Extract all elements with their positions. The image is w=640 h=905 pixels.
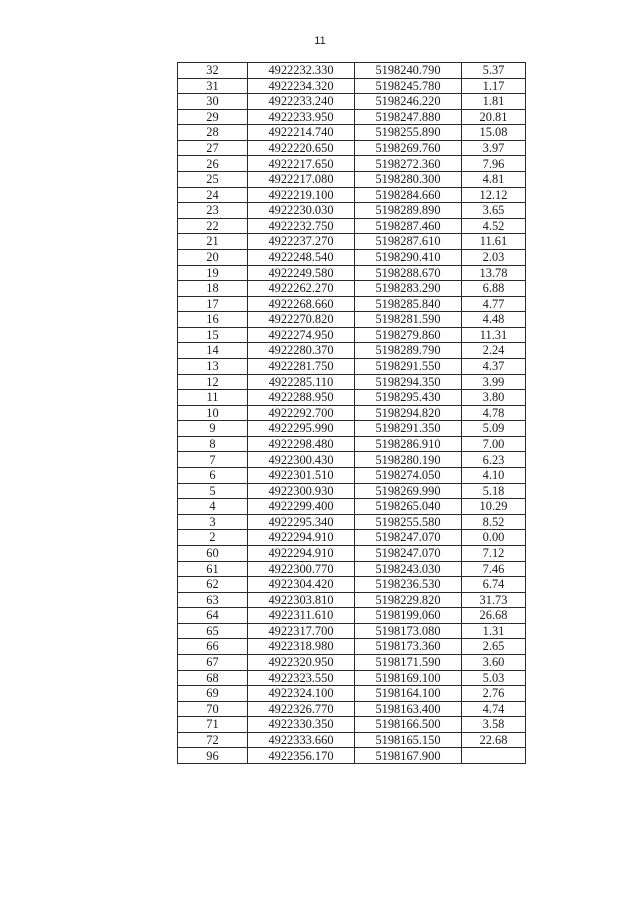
segment-length-cell: 7.96	[462, 156, 526, 172]
table-row	[178, 63, 526, 79]
point-number-cell: 5	[178, 483, 248, 499]
table-row	[178, 468, 526, 484]
y-coordinate-cell: 5198163.400	[355, 701, 462, 717]
point-number-cell: 23	[178, 203, 248, 219]
x-coordinate-cell: 4922320.950	[248, 654, 355, 670]
point-number-cell: 32	[178, 63, 248, 79]
point-number-cell: 10	[178, 405, 248, 421]
x-coordinate-cell: 4922317.700	[248, 623, 355, 639]
segment-length-cell: 4.37	[462, 358, 526, 374]
point-number-cell: 27	[178, 140, 248, 156]
point-number-cell: 3	[178, 514, 248, 530]
point-number-cell: 69	[178, 686, 248, 702]
y-coordinate-cell: 5198199.060	[355, 608, 462, 624]
y-coordinate-cell: 5198283.290	[355, 281, 462, 297]
y-coordinate-cell: 5198240.790	[355, 63, 462, 79]
x-coordinate-cell: 4922295.990	[248, 421, 355, 437]
point-number-cell: 71	[178, 717, 248, 733]
y-coordinate-cell: 5198255.890	[355, 125, 462, 141]
point-number-cell: 24	[178, 187, 248, 203]
segment-length-cell: 22.68	[462, 732, 526, 748]
point-number-cell: 13	[178, 358, 248, 374]
table-row	[178, 701, 526, 717]
point-number-cell: 68	[178, 670, 248, 686]
segment-length-cell: 3.60	[462, 654, 526, 670]
x-coordinate-cell: 4922249.580	[248, 265, 355, 281]
x-coordinate-cell: 4922233.950	[248, 109, 355, 125]
x-coordinate-cell: 4922303.810	[248, 592, 355, 608]
point-number-cell: 29	[178, 109, 248, 125]
table-row	[178, 78, 526, 94]
segment-length-cell: 1.17	[462, 78, 526, 94]
table-row	[178, 686, 526, 702]
point-number-cell: 70	[178, 701, 248, 717]
table-row	[178, 405, 526, 421]
x-coordinate-cell: 4922270.820	[248, 312, 355, 328]
table-row	[178, 203, 526, 219]
y-coordinate-cell: 5198167.900	[355, 748, 462, 764]
point-number-cell: 16	[178, 312, 248, 328]
segment-length-cell: 31.73	[462, 592, 526, 608]
point-number-cell: 8	[178, 436, 248, 452]
table-row	[178, 172, 526, 188]
table-row	[178, 312, 526, 328]
y-coordinate-cell: 5198247.880	[355, 109, 462, 125]
table-row	[178, 390, 526, 406]
y-coordinate-cell: 5198245.780	[355, 78, 462, 94]
x-coordinate-cell: 4922268.660	[248, 296, 355, 312]
point-number-cell: 15	[178, 327, 248, 343]
y-coordinate-cell: 5198286.910	[355, 436, 462, 452]
segment-length-cell: 4.81	[462, 172, 526, 188]
table-row	[178, 623, 526, 639]
table-row	[178, 717, 526, 733]
y-coordinate-cell: 5198246.220	[355, 94, 462, 110]
segment-length-cell: 4.77	[462, 296, 526, 312]
table-row	[178, 499, 526, 515]
y-coordinate-cell: 5198288.670	[355, 265, 462, 281]
table-row	[178, 327, 526, 343]
segment-length-cell: 20.81	[462, 109, 526, 125]
segment-length-cell: 5.03	[462, 670, 526, 686]
point-number-cell: 21	[178, 234, 248, 250]
segment-length-cell: 2.76	[462, 686, 526, 702]
x-coordinate-cell: 4922232.750	[248, 218, 355, 234]
table-row	[178, 374, 526, 390]
segment-length-cell: 12.12	[462, 187, 526, 203]
segment-length-cell: 8.52	[462, 514, 526, 530]
x-coordinate-cell: 4922280.370	[248, 343, 355, 359]
x-coordinate-cell: 4922318.980	[248, 639, 355, 655]
x-coordinate-cell: 4922304.420	[248, 577, 355, 593]
segment-length-cell: 7.12	[462, 545, 526, 561]
table-row	[178, 654, 526, 670]
segment-length-cell: 1.81	[462, 94, 526, 110]
table-row	[178, 748, 526, 764]
point-number-cell: 62	[178, 577, 248, 593]
y-coordinate-cell: 5198279.860	[355, 327, 462, 343]
table-row	[178, 592, 526, 608]
segment-length-cell: 4.52	[462, 218, 526, 234]
x-coordinate-cell: 4922292.700	[248, 405, 355, 421]
segment-length-cell: 10.29	[462, 499, 526, 515]
point-number-cell: 6	[178, 468, 248, 484]
segment-length-cell: 3.97	[462, 140, 526, 156]
x-coordinate-cell: 4922288.950	[248, 390, 355, 406]
table-row	[178, 265, 526, 281]
x-coordinate-cell: 4922298.480	[248, 436, 355, 452]
y-coordinate-cell: 5198289.790	[355, 343, 462, 359]
page-number: 11	[314, 35, 326, 47]
table-row	[178, 561, 526, 577]
y-coordinate-cell: 5198280.190	[355, 452, 462, 468]
table-row	[178, 140, 526, 156]
x-coordinate-cell: 4922219.100	[248, 187, 355, 203]
x-coordinate-cell: 4922220.650	[248, 140, 355, 156]
table-row	[178, 281, 526, 297]
x-coordinate-cell: 4922294.910	[248, 530, 355, 546]
x-coordinate-cell: 4922330.350	[248, 717, 355, 733]
y-coordinate-cell: 5198285.840	[355, 296, 462, 312]
table-row	[178, 296, 526, 312]
y-coordinate-cell: 5198166.500	[355, 717, 462, 733]
point-number-cell: 17	[178, 296, 248, 312]
y-coordinate-cell: 5198247.070	[355, 530, 462, 546]
segment-length-cell: 6.23	[462, 452, 526, 468]
table-row	[178, 608, 526, 624]
x-coordinate-cell: 4922333.660	[248, 732, 355, 748]
segment-length-cell: 11.61	[462, 234, 526, 250]
point-number-cell: 30	[178, 94, 248, 110]
x-coordinate-cell: 4922323.550	[248, 670, 355, 686]
y-coordinate-cell: 5198289.890	[355, 203, 462, 219]
table-row	[178, 436, 526, 452]
point-number-cell: 7	[178, 452, 248, 468]
y-coordinate-cell: 5198229.820	[355, 592, 462, 608]
point-number-cell: 61	[178, 561, 248, 577]
table-row	[178, 125, 526, 141]
segment-length-cell: 4.74	[462, 701, 526, 717]
segment-length-cell: 3.65	[462, 203, 526, 219]
table-row	[178, 249, 526, 265]
point-number-cell: 67	[178, 654, 248, 670]
table-row	[178, 234, 526, 250]
y-coordinate-cell: 5198171.590	[355, 654, 462, 670]
y-coordinate-cell: 5198291.550	[355, 358, 462, 374]
y-coordinate-cell: 5198287.460	[355, 218, 462, 234]
point-number-cell: 19	[178, 265, 248, 281]
x-coordinate-cell: 4922217.080	[248, 172, 355, 188]
segment-length-cell: 7.00	[462, 436, 526, 452]
y-coordinate-cell: 5198295.430	[355, 390, 462, 406]
table-row	[178, 358, 526, 374]
y-coordinate-cell: 5198291.350	[355, 421, 462, 437]
x-coordinate-cell: 4922232.330	[248, 63, 355, 79]
y-coordinate-cell: 5198269.990	[355, 483, 462, 499]
point-number-cell: 66	[178, 639, 248, 655]
table-row	[178, 156, 526, 172]
x-coordinate-cell: 4922295.340	[248, 514, 355, 530]
segment-length-cell: 26.68	[462, 608, 526, 624]
segment-length-cell: 7.46	[462, 561, 526, 577]
segment-length-cell: 3.99	[462, 374, 526, 390]
y-coordinate-cell: 5198243.030	[355, 561, 462, 577]
point-number-cell: 96	[178, 748, 248, 764]
x-coordinate-cell: 4922300.770	[248, 561, 355, 577]
x-coordinate-cell: 4922326.770	[248, 701, 355, 717]
point-number-cell: 20	[178, 249, 248, 265]
y-coordinate-cell: 5198165.150	[355, 732, 462, 748]
x-coordinate-cell: 4922262.270	[248, 281, 355, 297]
x-coordinate-cell: 4922274.950	[248, 327, 355, 343]
table-row	[178, 530, 526, 546]
table-row	[178, 639, 526, 655]
point-number-cell: 18	[178, 281, 248, 297]
x-coordinate-cell: 4922281.750	[248, 358, 355, 374]
point-number-cell: 11	[178, 390, 248, 406]
y-coordinate-cell: 5198287.610	[355, 234, 462, 250]
y-coordinate-cell: 5198173.360	[355, 639, 462, 655]
y-coordinate-cell: 5198281.590	[355, 312, 462, 328]
segment-length-cell: 6.74	[462, 577, 526, 593]
table-row	[178, 94, 526, 110]
point-number-cell: 9	[178, 421, 248, 437]
x-coordinate-cell: 4922299.400	[248, 499, 355, 515]
y-coordinate-cell: 5198290.410	[355, 249, 462, 265]
segment-length-cell: 4.78	[462, 405, 526, 421]
table-row	[178, 218, 526, 234]
point-number-cell: 12	[178, 374, 248, 390]
x-coordinate-cell: 4922234.320	[248, 78, 355, 94]
x-coordinate-cell: 4922301.510	[248, 468, 355, 484]
segment-length-cell: 13.78	[462, 265, 526, 281]
segment-length-cell: 0.00	[462, 530, 526, 546]
x-coordinate-cell: 4922311.610	[248, 608, 355, 624]
point-number-cell: 14	[178, 343, 248, 359]
point-number-cell: 2	[178, 530, 248, 546]
segment-length-cell: 1.31	[462, 623, 526, 639]
y-coordinate-cell: 5198236.530	[355, 577, 462, 593]
segment-length-cell: 5.09	[462, 421, 526, 437]
y-coordinate-cell: 5198164.100	[355, 686, 462, 702]
segment-length-cell: 5.18	[462, 483, 526, 499]
y-coordinate-cell: 5198265.040	[355, 499, 462, 515]
x-coordinate-cell: 4922285.110	[248, 374, 355, 390]
table-row	[178, 187, 526, 203]
point-number-cell: 63	[178, 592, 248, 608]
y-coordinate-cell: 5198284.660	[355, 187, 462, 203]
point-number-cell: 64	[178, 608, 248, 624]
x-coordinate-cell: 4922300.930	[248, 483, 355, 499]
segment-length-cell: 11.31	[462, 327, 526, 343]
segment-length-cell: 4.10	[462, 468, 526, 484]
point-number-cell: 72	[178, 732, 248, 748]
y-coordinate-cell: 5198269.760	[355, 140, 462, 156]
segment-length-cell: 3.58	[462, 717, 526, 733]
table-row	[178, 514, 526, 530]
segment-length-cell: 15.08	[462, 125, 526, 141]
segment-length-cell	[462, 748, 526, 764]
segment-length-cell: 2.24	[462, 343, 526, 359]
point-number-cell: 31	[178, 78, 248, 94]
point-number-cell: 4	[178, 499, 248, 515]
x-coordinate-cell: 4922294.910	[248, 545, 355, 561]
x-coordinate-cell: 4922248.540	[248, 249, 355, 265]
table-row	[178, 732, 526, 748]
coordinates-table	[177, 62, 526, 764]
table-row	[178, 109, 526, 125]
x-coordinate-cell: 4922233.240	[248, 94, 355, 110]
y-coordinate-cell: 5198294.350	[355, 374, 462, 390]
segment-length-cell: 3.80	[462, 390, 526, 406]
point-number-cell: 22	[178, 218, 248, 234]
x-coordinate-cell: 4922217.650	[248, 156, 355, 172]
table-row	[178, 421, 526, 437]
x-coordinate-cell: 4922300.430	[248, 452, 355, 468]
table-row	[178, 545, 526, 561]
y-coordinate-cell: 5198255.580	[355, 514, 462, 530]
table-row	[178, 452, 526, 468]
point-number-cell: 25	[178, 172, 248, 188]
table-row	[178, 483, 526, 499]
point-number-cell: 65	[178, 623, 248, 639]
table-row	[178, 343, 526, 359]
point-number-cell: 60	[178, 545, 248, 561]
y-coordinate-cell: 5198272.360	[355, 156, 462, 172]
y-coordinate-cell: 5198247.070	[355, 545, 462, 561]
y-coordinate-cell: 5198169.100	[355, 670, 462, 686]
y-coordinate-cell: 5198280.300	[355, 172, 462, 188]
x-coordinate-cell: 4922356.170	[248, 748, 355, 764]
coordinates-table-body	[178, 63, 526, 764]
segment-length-cell: 2.03	[462, 249, 526, 265]
point-number-cell: 26	[178, 156, 248, 172]
point-number-cell: 28	[178, 125, 248, 141]
y-coordinate-cell: 5198274.050	[355, 468, 462, 484]
x-coordinate-cell: 4922230.030	[248, 203, 355, 219]
x-coordinate-cell: 4922214.740	[248, 125, 355, 141]
y-coordinate-cell: 5198294.820	[355, 405, 462, 421]
segment-length-cell: 6.88	[462, 281, 526, 297]
table-row	[178, 577, 526, 593]
y-coordinate-cell: 5198173.080	[355, 623, 462, 639]
segment-length-cell: 2.65	[462, 639, 526, 655]
x-coordinate-cell: 4922237.270	[248, 234, 355, 250]
x-coordinate-cell: 4922324.100	[248, 686, 355, 702]
table-row	[178, 670, 526, 686]
segment-length-cell: 5.37	[462, 63, 526, 79]
segment-length-cell: 4.48	[462, 312, 526, 328]
